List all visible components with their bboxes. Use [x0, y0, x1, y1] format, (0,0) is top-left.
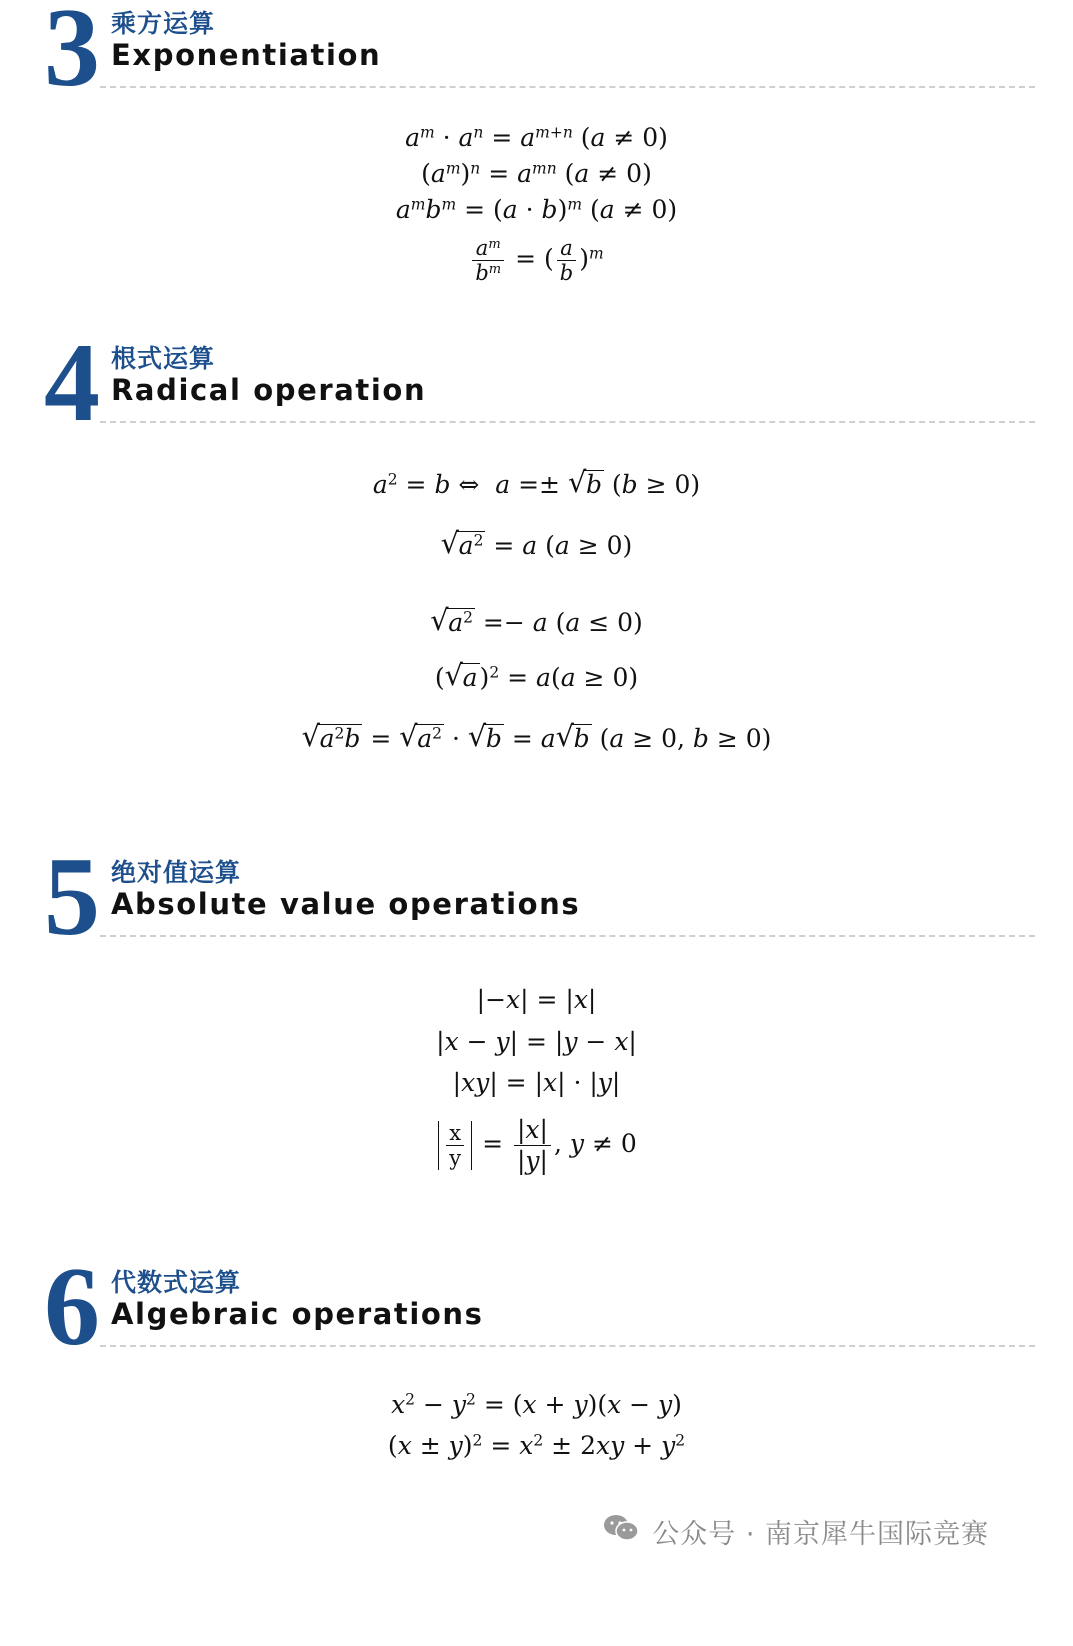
- formula-radical-product: √ $a^2b$ = √ $a^2$ · √ b = a√ b (a ≥ 0, b ≥ 0): [0, 724, 1073, 754]
- section-header-exponentiation: [0, 0, 1073, 110]
- formula-abs-negation: |−x| = |x|: [476, 985, 597, 1014]
- formula-radical-square-of-sqrt: (√ a)$^2$ = a(a ≥ 0): [0, 663, 1073, 693]
- section-title-en: Absolute value operations: [111, 887, 581, 921]
- formula-radical-sqrt-square-negative: √ $a^2 =- a$ (a ≤ 0): [0, 608, 1073, 638]
- section-number: 6: [44, 1245, 100, 1369]
- formula-square-of-sum: $(x \pm y)^2 = x^2 \pm 2xy + y^2$: [387, 1431, 686, 1460]
- section-title-en: Algebraic operations: [111, 1297, 484, 1331]
- formula-abs-difference: |x − y| = |y − x|: [436, 1027, 637, 1056]
- section-title-en: Exponentiation: [111, 38, 382, 72]
- fraction: $\frac{|x|}{|y|}$: [514, 1115, 551, 1176]
- section-header-radical: [0, 321, 1073, 445]
- section-title-cn: 代数式运算: [111, 1268, 242, 1297]
- formula-radical-definition: $a^2 = b$ ⇔ a =± √ b (b ≥ 0): [0, 470, 1073, 500]
- watermark-text: 公众号 · 南京犀牛国际竞赛: [652, 1519, 989, 1550]
- formula-abs-quotient: $\frac{x}{y}$ = $\frac{|x|}{|y|}$ , y ≠ 0: [0, 1115, 1073, 1176]
- section-number: 3: [44, 0, 100, 110]
- formula-exp-product: $a^m \cdot a^n = a^{m+n}$ (a ≠ 0): [405, 123, 668, 152]
- section-header-absolute-value: [0, 835, 1073, 959]
- wechat-icon: [602, 1512, 640, 1544]
- formula-exp-power: $(a^m)^n = a^{mn}$ (a ≠ 0): [421, 159, 652, 188]
- formula-difference-of-squares: $x^2 - y^2 = (x + y)(x - y)$: [391, 1390, 682, 1419]
- fraction: $\frac{x}{y}$: [446, 1121, 464, 1170]
- formula-abs-product: |xy| = |x| · |y|: [452, 1068, 621, 1097]
- absolute-value-bars: [438, 1121, 472, 1170]
- dashed-divider: [100, 1345, 1035, 1347]
- dashed-divider: [100, 935, 1035, 937]
- section-title-en: Radical operation: [111, 373, 427, 407]
- formula-exp-quotient-power: $\frac{a^m}{b^m}$ = ( $\frac{a}{b}$ )$^m$: [0, 236, 1073, 285]
- dashed-divider: [100, 421, 1035, 423]
- section-title-cn: 根式运算: [111, 344, 216, 373]
- section-title-cn: 绝对值运算: [111, 858, 242, 887]
- fraction: $\frac{a}{b}$: [557, 236, 576, 285]
- section-title-cn: 乘方运算: [111, 9, 216, 38]
- section-number: 4: [44, 321, 100, 445]
- section-header-algebraic: [0, 1245, 1073, 1369]
- dashed-divider: [100, 86, 1035, 88]
- formula-radical-sqrt-square-positive: √ $a^2 = a$ (a ≥ 0): [0, 531, 1073, 561]
- section-number: 5: [44, 835, 100, 959]
- formula-exp-product-power: $a^mb^m = (a \cdot b)^m$ (a ≠ 0): [395, 195, 678, 224]
- fraction: $\frac{a^m}{b^m}$: [472, 236, 504, 285]
